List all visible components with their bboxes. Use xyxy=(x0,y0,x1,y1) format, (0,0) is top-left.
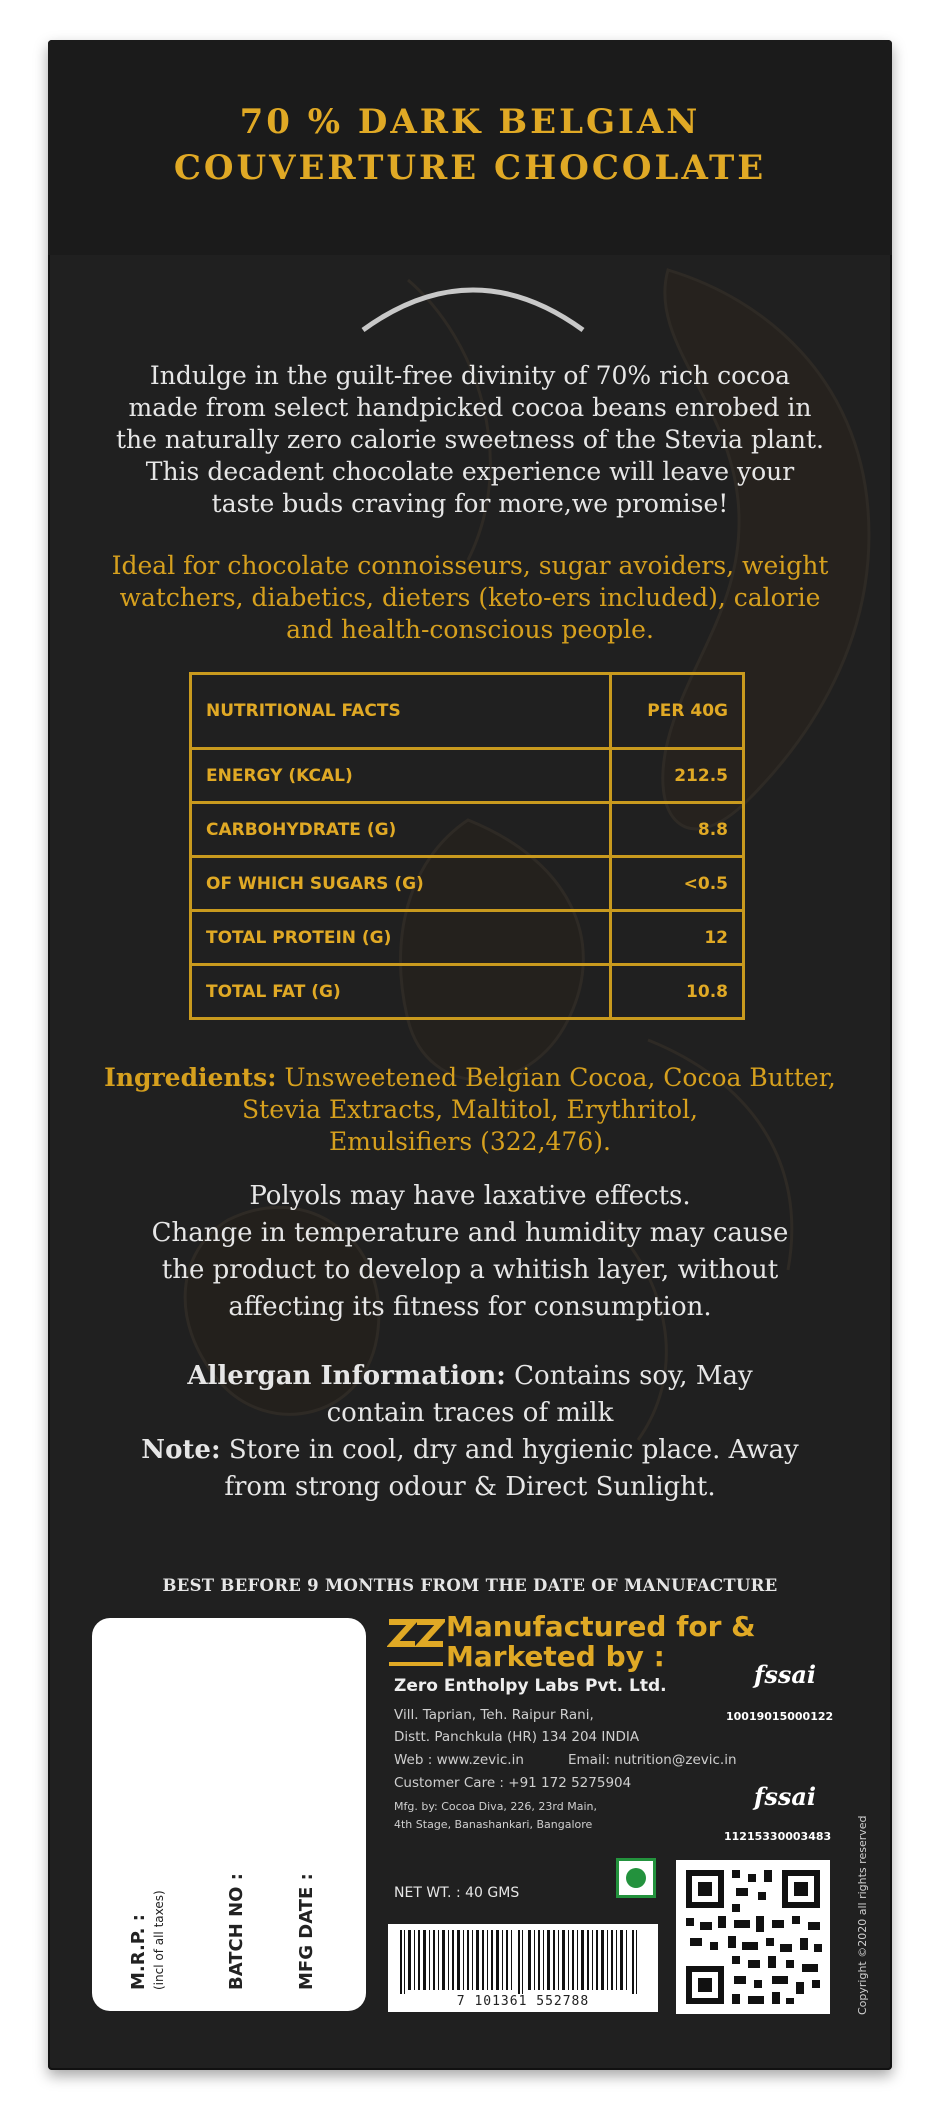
warning-line: Polyols may have laxative effects. xyxy=(249,1181,691,1211)
manufacturer-heading xyxy=(446,1612,756,1672)
company-name: Zero Entholpy Labs Pvt. Ltd. xyxy=(394,1676,667,1696)
mrp-label: M.R.P. : xyxy=(128,1914,149,1990)
nutrition-label: TOTAL PROTEIN (G) xyxy=(191,911,611,965)
nutrition-row xyxy=(191,803,744,857)
nutrition-header-value: PER 40G xyxy=(611,674,744,749)
nutrition-label: TOTAL FAT (G) xyxy=(191,965,611,1019)
ideal-for-line: Ideal for chocolate connoisseurs, sugar avoiders, weight xyxy=(111,551,829,580)
copyright-text: Copyright ©2020 all rights reserved xyxy=(856,1815,869,2015)
ingredients-value: Unsweetened Belgian Cocoa, Cocoa Butter, xyxy=(284,1063,836,1092)
nutrition-label: CARBOHYDRATE (G) xyxy=(191,803,611,857)
customer-care: Customer Care : +91 172 5275904 xyxy=(394,1775,632,1791)
warning-line: affecting its fitness for consumption. xyxy=(228,1292,712,1322)
nutrition-row xyxy=(191,749,744,803)
product-description xyxy=(108,360,832,520)
ingredients-line xyxy=(88,1062,852,1094)
mfg-by-line: Mfg. by: Cocoa Diva, 226, 23rd Main, xyxy=(394,1800,597,1813)
note-value: Store in cool, dry and hygienic place. Away xyxy=(228,1435,799,1465)
product-title-line2: COUVERTURE CHOCOLATE xyxy=(173,148,767,188)
nutrition-row xyxy=(191,911,744,965)
note-line: from strong odour & Direct Sunlight. xyxy=(224,1472,716,1502)
note-line xyxy=(88,1432,852,1469)
qr-code-icon xyxy=(676,1860,830,2014)
description-line: made from select handpicked cocoa beans enrobed in xyxy=(128,393,812,422)
description-line: Indulge in the guilt-free divinity of 70% rich cocoa xyxy=(149,361,791,390)
zz-logo-icon xyxy=(387,1618,445,1670)
ideal-for-text xyxy=(108,550,832,646)
ideal-for-line: watchers, diabetics, dieters (keto-ers included), calorie xyxy=(119,583,821,612)
allergen-value: Contains soy, May xyxy=(514,1361,753,1391)
chocolate-package-back xyxy=(48,40,892,2070)
warning-line: the product to develop a whitish layer, without xyxy=(161,1255,779,1285)
mfg-date-label: MFG DATE : xyxy=(296,1873,317,1990)
allergen-label: Allergan Information: xyxy=(187,1361,506,1391)
address-line: Vill. Taprian, Teh. Raipur Rani, xyxy=(394,1707,594,1723)
allergen-line xyxy=(88,1358,852,1395)
veg-mark-icon xyxy=(616,1858,656,1898)
fssai-logo-icon: fssai xyxy=(754,1782,817,1811)
nutrition-row xyxy=(191,965,744,1019)
note-label: Note: xyxy=(141,1435,221,1465)
nutrition-row xyxy=(191,857,744,911)
nutrition-value: 8.8 xyxy=(611,803,744,857)
nutrition-value: 10.8 xyxy=(611,965,744,1019)
nutrition-value: 212.5 xyxy=(611,749,744,803)
fssai-logo-icon: fssai xyxy=(754,1660,817,1689)
description-line: This decadent chocolate experience will leave your xyxy=(145,457,795,486)
email-address: Email: nutrition@zevic.in xyxy=(568,1752,737,1768)
allergen-note-block xyxy=(88,1358,852,1506)
nutrition-value: 12 xyxy=(611,911,744,965)
nutrition-label: ENERGY (KCAL) xyxy=(191,749,611,803)
web-address: Web : www.zevic.in xyxy=(394,1752,524,1768)
nutrition-header-label: NUTRITIONAL FACTS xyxy=(191,674,611,749)
ingredients-label: Ingredients: xyxy=(104,1063,277,1092)
nutrition-value: <0.5 xyxy=(611,857,744,911)
description-line: the naturally zero calorie sweetness of the Stevia plant. xyxy=(116,425,824,454)
nutrition-table xyxy=(189,672,745,1020)
nutrition-header-row xyxy=(191,674,744,749)
price-batch-box xyxy=(92,1618,366,2011)
description-line: taste buds craving for more,we promise! xyxy=(211,489,729,518)
address-line: Distt. Panchkula (HR) 134 204 INDIA xyxy=(394,1729,640,1745)
ingredients-line: Stevia Extracts, Maltitol, Erythritol, xyxy=(242,1095,698,1124)
barcode-number: 7 101361 552788 xyxy=(388,1994,658,2009)
batch-label: BATCH NO : xyxy=(226,1873,247,1990)
fssai-license-number: 11215330003483 xyxy=(724,1830,832,1843)
product-title-line1: 70 % DARK BELGIAN xyxy=(239,102,701,142)
allergen-line: contain traces of milk xyxy=(326,1398,614,1428)
net-weight: NET WT. : 40 GMS xyxy=(394,1885,520,1901)
ingredients-line: Emulsifiers (322,476). xyxy=(329,1127,611,1156)
best-before-text: BEST BEFORE 9 MONTHS FROM THE DATE OF MANUFACTURE xyxy=(162,1576,778,1595)
manufacturer-heading-line2: Marketed by : xyxy=(446,1640,665,1673)
storage-warning xyxy=(88,1178,852,1326)
mfg-by-line: 4th Stage, Banashankari, Bangalore xyxy=(394,1818,593,1831)
nutrition-label: OF WHICH SUGARS (G) xyxy=(191,857,611,911)
veg-dot xyxy=(626,1868,646,1888)
ideal-for-line: and health-conscious people. xyxy=(286,615,654,644)
fssai-license-number: 10019015000122 xyxy=(726,1710,834,1723)
mrp-sublabel: (incl of all taxes) xyxy=(152,1890,166,1990)
warning-line: Change in temperature and humidity may cause xyxy=(151,1218,789,1248)
ingredients-text xyxy=(88,1062,852,1158)
manufacturer-heading-line1: Manufactured for & xyxy=(446,1610,756,1643)
decorative-arc xyxy=(358,268,588,338)
